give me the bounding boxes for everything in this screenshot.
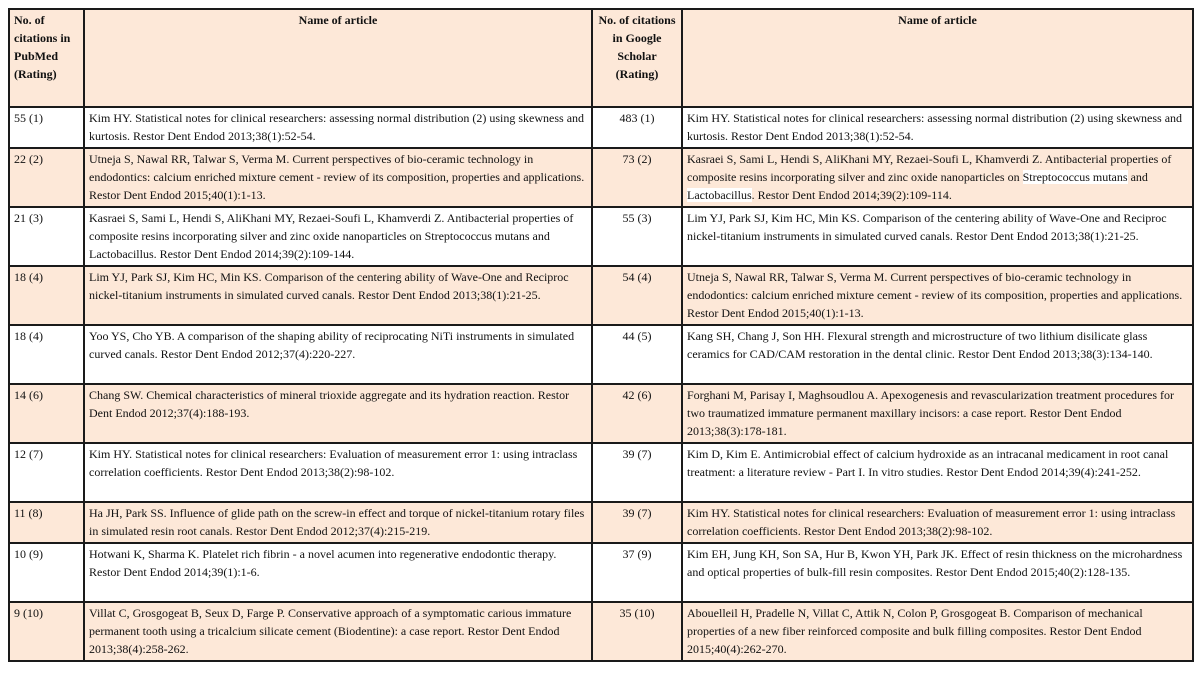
scholar-count-cell: 54 (4) bbox=[592, 266, 682, 325]
table-row bbox=[9, 502, 1193, 543]
scholar-article-text: Kasraei S, Sami L, Hendi S, AliKhani MY, Rezaei-Soufi L, Khamverdi Z. Antibacterial properties of composite resins incorporating silver and zinc oxide nanoparticles on bbox=[687, 152, 1172, 184]
pubmed-count-cell: 12 (7) bbox=[9, 443, 84, 502]
pubmed-count-cell: 18 (4) bbox=[9, 325, 84, 384]
scholar-article-cell: Kim HY. Statistical notes for clinical researchers: Evaluation of measurement error 1: using intraclass correlation coefficients. Restor Dent Endod 2013;38(2):98-102. bbox=[682, 502, 1193, 543]
pubmed-count-cell: 9 (10) bbox=[9, 602, 84, 661]
pubmed-count-cell: 21 (3) bbox=[9, 207, 84, 266]
scholar-count-cell: 39 (7) bbox=[592, 443, 682, 502]
citation-table-container bbox=[8, 8, 1192, 662]
scholar-article-text: and bbox=[1127, 170, 1148, 184]
scholar-article-cell: Kim EH, Jung KH, Son SA, Hur B, Kwon YH, Park JK. Effect of resin thickness on the microhardness and optical properties of bulk-fill resin composites. Restor Dent Endod 2015;40(2):128-135. bbox=[682, 543, 1193, 602]
table-row bbox=[9, 207, 1193, 266]
table-row bbox=[9, 266, 1193, 325]
pubmed-count-cell: 10 (9) bbox=[9, 543, 84, 602]
pubmed-article-cell: Kim HY. Statistical notes for clinical researchers: assessing normal distribution (2) using skewness and kurtosis. Restor Dent Endod 2013;38(1):52-54. bbox=[84, 107, 592, 148]
table-row bbox=[9, 443, 1193, 502]
scholar-count-cell: 44 (5) bbox=[592, 325, 682, 384]
scholar-article-cell: Utneja S, Nawal RR, Talwar S, Verma M. Current perspectives of bio-ceramic technology in endodontics: calcium enriched mixture cement - review of its composition, properties and applications. Restor Dent Endod 2015;40(1):1-13. bbox=[682, 266, 1193, 325]
table-row bbox=[9, 325, 1193, 384]
pubmed-article-cell: Kasraei S, Sami L, Hendi S, AliKhani MY, Rezaei-Soufi L, Khamverdi Z. Antibacterial properties of composite resins incorporating silver and zinc oxide nanoparticles on Streptococcus mutans and Lactobacillus. Restor Dent Endod 2014;39(2):109-144. bbox=[84, 207, 592, 266]
pubmed-count-cell: 18 (4) bbox=[9, 266, 84, 325]
scholar-article-cell: Forghani M, Parisay I, Maghsoudlou A. Apexogenesis and revascularization treatment procedures for two traumatized immature permanent maxillary incisors: a case report. Restor Dent Endod 2013;38(3):178-181. bbox=[682, 384, 1193, 443]
scholar-article-text: . Restor Dent Endod 2014;39(2):109-114. bbox=[751, 188, 952, 202]
scholar-count-cell: 42 (6) bbox=[592, 384, 682, 443]
scholar-count-cell: 73 (2) bbox=[592, 148, 682, 207]
pubmed-article-cell: Yoo YS, Cho YB. A comparison of the shaping ability of reciprocating NiTi instruments in simulated curved canals. Restor Dent Endod 2012;37(4):220-227. bbox=[84, 325, 592, 384]
header-scholar-article: Name of article bbox=[682, 9, 1193, 107]
pubmed-article-cell: Hotwani K, Sharma K. Platelet rich fibrin - a novel acumen into regenerative endodontic therapy. Restor Dent Endod 2014;39(1):1-6. bbox=[84, 543, 592, 602]
scholar-count-cell: 39 (7) bbox=[592, 502, 682, 543]
scholar-count-cell: 55 (3) bbox=[592, 207, 682, 266]
table-row bbox=[9, 384, 1193, 443]
pubmed-count-cell: 55 (1) bbox=[9, 107, 84, 148]
table-row bbox=[9, 543, 1193, 602]
pubmed-article-cell: Lim YJ, Park SJ, Kim HC, Min KS. Comparison of the centering ability of Wave-One and Reciproc nickel-titanium instruments in simulated curved canals. Restor Dent Endod 2013;38(1):21-25. bbox=[84, 266, 592, 325]
header-row bbox=[9, 9, 1193, 107]
table-row bbox=[9, 602, 1193, 661]
citation-table bbox=[8, 8, 1194, 662]
scholar-article-cell: Kim HY. Statistical notes for clinical researchers: assessing normal distribution (2) using skewness and kurtosis. Restor Dent Endod 2013;38(1):52-54. bbox=[682, 107, 1193, 148]
pubmed-count-cell: 11 (8) bbox=[9, 502, 84, 543]
scholar-count-cell: 483 (1) bbox=[592, 107, 682, 148]
pubmed-article-cell: Utneja S, Nawal RR, Talwar S, Verma M. Current perspectives of bio-ceramic technology in endodontics: calcium enriched mixture cement - review of its composition, properties and applications. Restor Dent Endod 2015;40(1):1-13. bbox=[84, 148, 592, 207]
header-pubmed-count: No. of citations in PubMed (Rating) bbox=[9, 9, 84, 107]
table-row bbox=[9, 148, 1193, 207]
scholar-count-cell: 35 (10) bbox=[592, 602, 682, 661]
scholar-article-cell: Kang SH, Chang J, Son HH. Flexural strength and microstructure of two lithium disilicate glass ceramics for CAD/CAM restoration in the dental clinic. Restor Dent Endod 2013;38(3):134-140. bbox=[682, 325, 1193, 384]
header-pubmed-article: Name of article bbox=[84, 9, 592, 107]
scholar-article-cell: Kim D, Kim E. Antimicrobial effect of calcium hydroxide as an intracanal medicament in root canal treatment: a literature review - Part I. In vitro studies. Restor Dent Endod 2014;39(4):241-252. bbox=[682, 443, 1193, 502]
species-name-highlight: Streptococcus mutans bbox=[1022, 170, 1128, 184]
scholar-count-cell: 37 (9) bbox=[592, 543, 682, 602]
pubmed-count-cell: 22 (2) bbox=[9, 148, 84, 207]
pubmed-article-cell: Chang SW. Chemical characteristics of mineral trioxide aggregate and its hydration reaction. Restor Dent Endod 2012;37(4):188-193. bbox=[84, 384, 592, 443]
species-name-highlight: Lactobacillus bbox=[687, 188, 752, 202]
scholar-article-cell bbox=[682, 148, 1193, 207]
header-scholar-count: No. of citations in Google Scholar (Rating) bbox=[592, 9, 682, 107]
pubmed-count-cell: 14 (6) bbox=[9, 384, 84, 443]
table-row bbox=[9, 107, 1193, 148]
scholar-article-cell: Abouelleil H, Pradelle N, Villat C, Attik N, Colon P, Grosgogeat B. Comparison of mechanical properties of a new fiber reinforced composite and bulk filling composites. Restor Dent Endod 2015;40(4):262-270. bbox=[682, 602, 1193, 661]
pubmed-article-cell: Villat C, Grosgogeat B, Seux D, Farge P. Conservative approach of a symptomatic carious immature permanent tooth using a tricalcium silicate cement (Biodentine): a case report. Restor Dent Endod 2013;38(4):258-262. bbox=[84, 602, 592, 661]
pubmed-article-cell: Kim HY. Statistical notes for clinical researchers: Evaluation of measurement error 1: using intraclass correlation coefficients. Restor Dent Endod 2013;38(2):98-102. bbox=[84, 443, 592, 502]
scholar-article-cell: Lim YJ, Park SJ, Kim HC, Min KS. Comparison of the centering ability of Wave-One and Reciproc nickel-titanium instruments in simulated curved canals. Restor Dent Endod 2013;38(1):21-25. bbox=[682, 207, 1193, 266]
pubmed-article-cell: Ha JH, Park SS. Influence of glide path on the screw-in effect and torque of nickel-titanium rotary files in simulated resin root canals. Restor Dent Endod 2012;37(4):215-219. bbox=[84, 502, 592, 543]
